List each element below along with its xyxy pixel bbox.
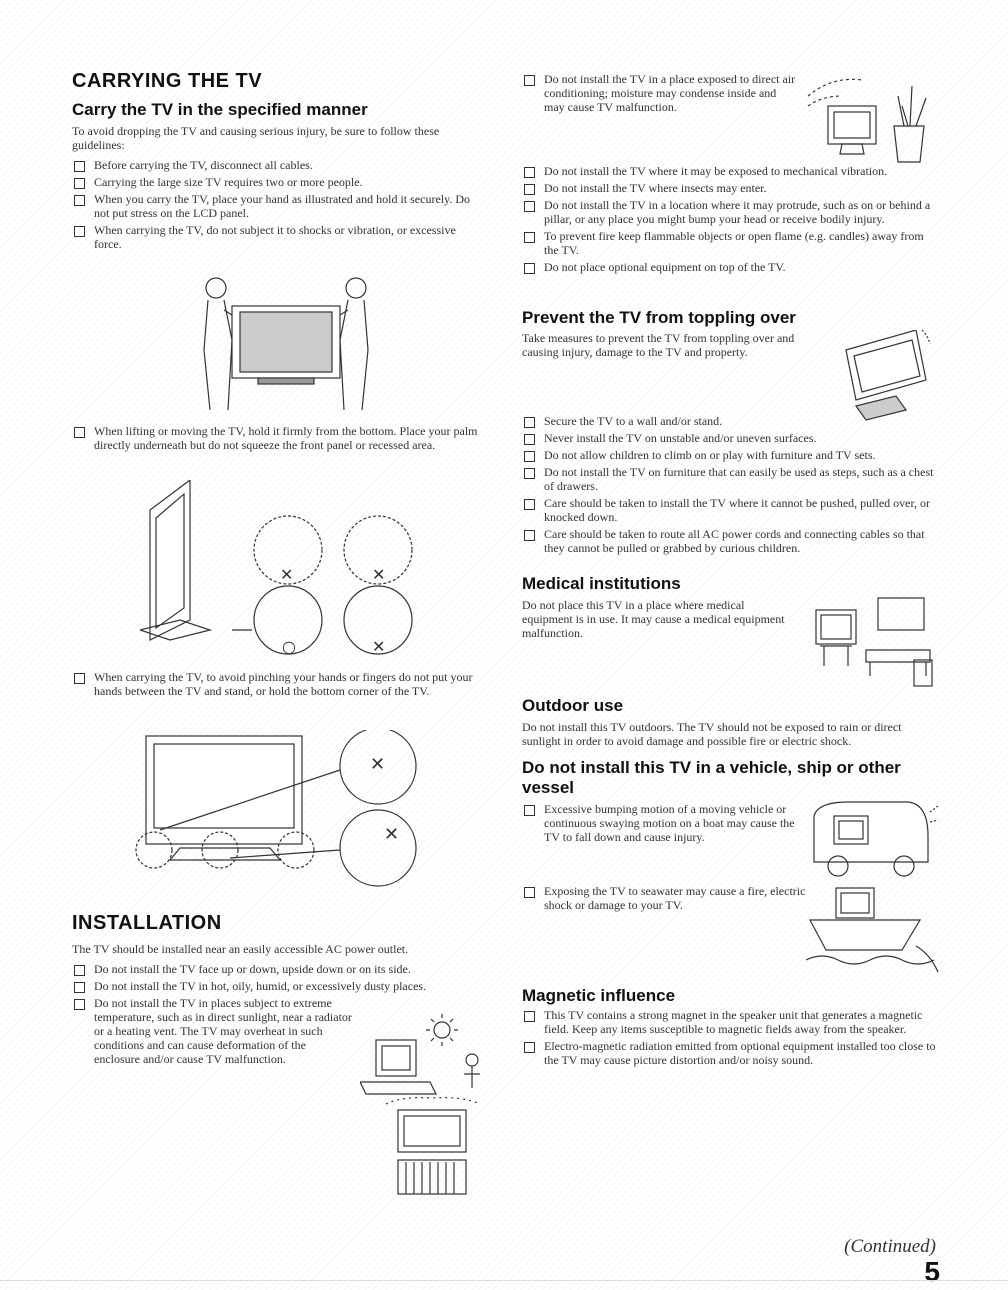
sunlight-tv-illustration — [360, 1010, 490, 1100]
page-number: 5 — [924, 1256, 940, 1287]
medical-text: Do not place this TV in a place where medical equipment is in use. It may cause a medical equipment malfunction. — [522, 598, 785, 640]
continued-label: (Continued) — [844, 1236, 936, 1257]
magnetic-list — [522, 1008, 940, 1070]
topple-list — [522, 414, 940, 558]
heater-tv-illustration — [372, 1096, 492, 1196]
subsection-title-vehicle: Do not install this TV in a vehicle, ship or other vessel — [522, 758, 901, 797]
list-item: Do not allow children to climb on or play with furniture and TV sets. — [522, 448, 940, 462]
air-conditioning-illustration — [802, 66, 937, 166]
medical-equipment-illustration — [810, 590, 940, 690]
section-title-installation: INSTALLATION — [72, 912, 222, 934]
list-item: When carrying the TV, do not subject it to shocks or vibration, or excessive force. — [72, 223, 482, 251]
two-people-carrying-illustration — [196, 270, 376, 410]
svg-text:✕: ✕ — [372, 565, 386, 584]
subsection-title-carry: Carry the TV in the specified manner — [72, 100, 368, 119]
list-item: Before carrying the TV, disconnect all cables. — [72, 158, 482, 172]
svg-text:✕: ✕ — [370, 754, 386, 775]
list-item: Do not install the TV in a place exposed to direct air conditioning; moisture may condense inside and may cause TV malfunction. — [522, 72, 797, 114]
boat-tv-illustration — [806, 880, 940, 976]
list-item: Do not install the TV in hot, oily, humid, or excessively dusty places. — [72, 979, 492, 993]
subsection-title-outdoor: Outdoor use — [522, 696, 624, 715]
svg-text:✕: ✕ — [372, 637, 386, 656]
subsection-title-topple: Prevent the TV from toppling over — [522, 308, 796, 327]
lift-list — [72, 424, 487, 455]
misc-list — [522, 164, 940, 277]
list-item: Do not install the TV face up or down, upside down or on its side. — [72, 962, 492, 976]
list-item: Do not install the TV where it may be exposed to mechanical vibration. — [522, 164, 940, 178]
svg-text:○: ○ — [282, 637, 296, 656]
list-item: Care should be taken to install the TV where it cannot be pushed, pulled over, or knocked down. — [522, 496, 940, 524]
list-item: Electro-magnetic radiation emitted from optional equipment installed too close to the TV may cause picture distortion and/or noisy sound. — [522, 1039, 940, 1067]
svg-text:✕: ✕ — [280, 565, 294, 584]
subsection-title-magnetic: Magnetic influence — [522, 986, 676, 1005]
list-item: Do not install the TV in places subject to extreme temperature, such as in direct sunlight, near a radiator or a heating vent. The TV may overheat in such conditions and can cause deformation of the enclosure and/or cause TV malfunction. — [72, 996, 352, 1066]
svg-text:✕: ✕ — [384, 824, 400, 845]
list-item: When lifting or moving the TV, hold it firmly from the bottom. Place your palm directly underneath but do not squeeze the front panel or recessed area. — [72, 424, 487, 452]
list-item: When you carry the TV, place your hand as illustrated and hold it securely. Do not put stress on the LCD panel. — [72, 192, 482, 220]
pinch-list — [72, 670, 487, 701]
carry-list — [72, 158, 482, 254]
topple-intro: Take measures to prevent the TV from toppling over and causing injury, damage to the TV and property. — [522, 331, 795, 359]
hand-placement-illustration — [140, 480, 440, 660]
toppling-tv-illustration — [836, 330, 936, 422]
page-bottom-rule — [0, 1280, 1008, 1281]
seawater-list — [522, 884, 807, 915]
section-title-carrying: CARRYING THE TV — [72, 70, 263, 92]
vehicle-list — [522, 802, 797, 847]
outdoor-text: Do not install this TV outdoors. The TV should not be exposed to rain or direct sunlight in order to avoid damage and possible fire or electric shock. — [522, 720, 902, 748]
list-item: Care should be taken to route all AC power cords and connecting cables so that they cannot be pulled or grabbed by curious children. — [522, 527, 940, 555]
list-item: Carrying the large size TV requires two or more people. — [72, 175, 482, 189]
list-item: Never install the TV on unstable and/or uneven surfaces. — [522, 431, 940, 445]
carry-intro: To avoid dropping the TV and causing serious injury, be sure to follow these guidelines: — [72, 124, 440, 152]
aircon-list — [522, 72, 797, 117]
tv-stand-pinch-illustration — [120, 730, 440, 890]
list-item: Do not install the TV where insects may enter. — [522, 181, 940, 195]
list-item: Do not place optional equipment on top of the TV. — [522, 260, 940, 274]
install-intro: The TV should be installed near an easily accessible AC power outlet. — [72, 942, 409, 956]
list-item: Do not install the TV on furniture that can easily be used as steps, such as a chest of drawers. — [522, 465, 940, 493]
subsection-title-medical: Medical institutions — [522, 574, 681, 593]
list-item: Excessive bumping motion of a moving vehicle or continuous swaying motion on a boat may cause the TV to fall down and cause injury. — [522, 802, 797, 844]
list-item: When carrying the TV, to avoid pinching your hands or fingers do not put your hands between the TV and stand, or hold the bottom corner of the TV. — [72, 670, 487, 698]
list-item: Exposing the TV to seawater may cause a fire, electric shock or damage to your TV. — [522, 884, 807, 912]
vehicle-tv-illustration — [808, 796, 940, 882]
list-item: To prevent fire keep flammable objects or open flame (e.g. candles) away from the TV. — [522, 229, 940, 257]
list-item: Do not install the TV in a location where it may protrude, such as on or behind a pillar, or any place you might bump your head or receive bodily injury. — [522, 198, 940, 226]
list-item: This TV contains a strong magnet in the speaker unit that generates a magnetic field. Keep any items susceptible to magnetic fields away from the speaker. — [522, 1008, 940, 1036]
list-item: Secure the TV to a wall and/or stand. — [522, 414, 940, 428]
